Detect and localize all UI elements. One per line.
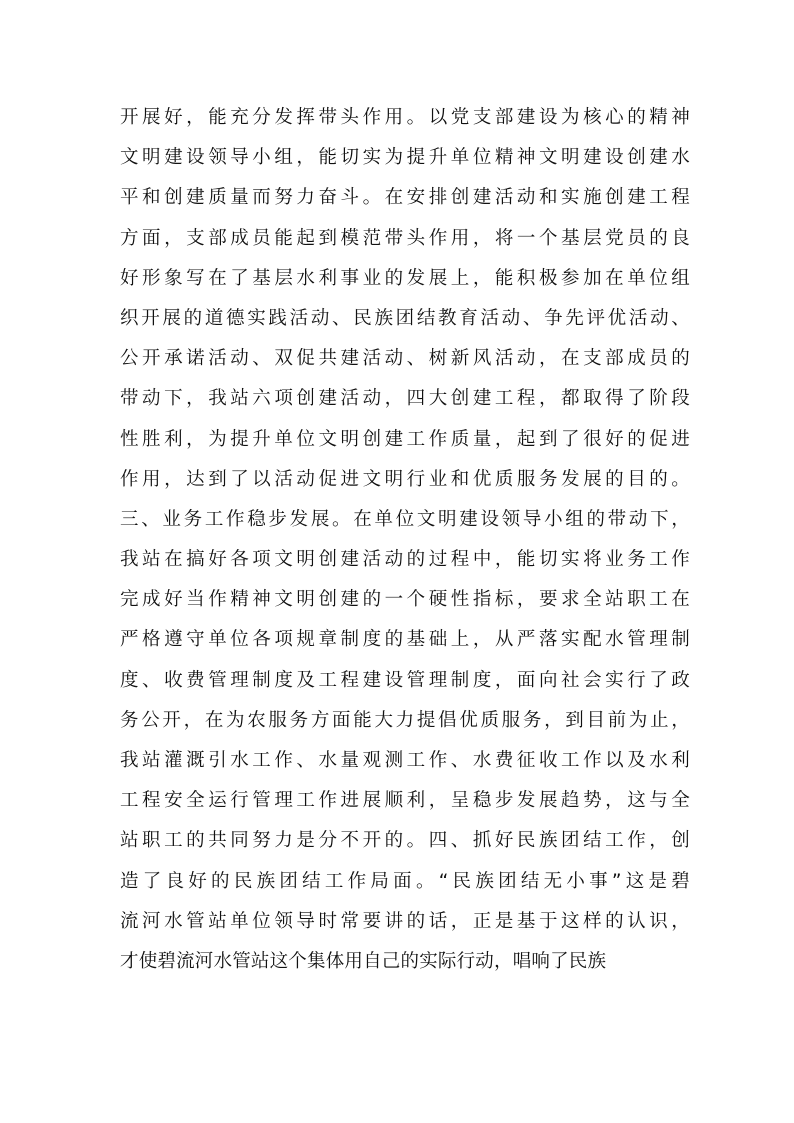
- text-line: 完成好当作精神文明创建的一个硬性指标，要求全站职工在: [120, 589, 690, 611]
- text-line: 作用，达到了以活动促进文明行业和优质服务发展的目的。: [120, 468, 690, 490]
- text-line: 工程安全运行管理工作进展顺利，呈稳步发展趋势，这与全: [120, 790, 690, 812]
- text-line: 务公开，在为农服务方面能大力提倡优质服务，到目前为止，: [120, 709, 690, 731]
- text-line: 我站灌溉引水工作、水量观测工作、水费征收工作以及水利: [120, 750, 690, 771]
- text-line: 平和创建质量而努力奋斗。在安排创建活动和实施创建工程: [120, 187, 690, 209]
- body-text: [120, 98, 690, 982]
- text-line: 流河水管站单位领导时常要讲的话，正是基于这样的认识，: [120, 910, 690, 932]
- text-line: 站职工的共同努力是分不开的。四、抓好民族团结工作，创: [120, 830, 690, 852]
- text-line: 造了良好的民族团结工作局面。“民族团结无小事”这是碧: [120, 870, 690, 892]
- text-line: 开展好，能充分发挥带头作用。以党支部建设为核心的精神: [120, 107, 690, 128]
- text-line: 织开展的道德实践活动、民族团结教育活动、争先评优活动、: [120, 307, 690, 329]
- text-line: 三、业务工作稳步发展。在单位文明建设领导小组的带动下，: [120, 508, 690, 530]
- text-line: 文明建设领导小组，能切实为提升单位精神文明建设创建水: [120, 147, 690, 169]
- text-line: 度、收费管理制度及工程建设管理制度，面向社会实行了政: [120, 669, 690, 691]
- text-line: 我站在搞好各项文明创建活动的过程中，能切实将业务工作: [120, 549, 690, 571]
- text-line: 公开承诺活动、双促共建活动、树新风活动，在支部成员的: [120, 348, 690, 370]
- text-line: 好形象写在了基层水利事业的发展上，能积极参加在单位组: [120, 267, 690, 289]
- text-line: 严格遵守单位各项规章制度的基础上，从严落实配水管理制: [120, 629, 690, 651]
- text-line: 方面，支部成员能起到模范带头作用，将一个基层党员的良: [120, 227, 690, 249]
- text-line: 才使碧流河水管站这个集体用自己的实际行动，唱响了民族: [120, 950, 607, 972]
- text-line: 带动下，我站六项创建活动，四大创建工程，都取得了阶段: [120, 388, 690, 410]
- text-line: 性胜利，为提升单位文明创建工作质量，起到了很好的促进: [120, 428, 690, 450]
